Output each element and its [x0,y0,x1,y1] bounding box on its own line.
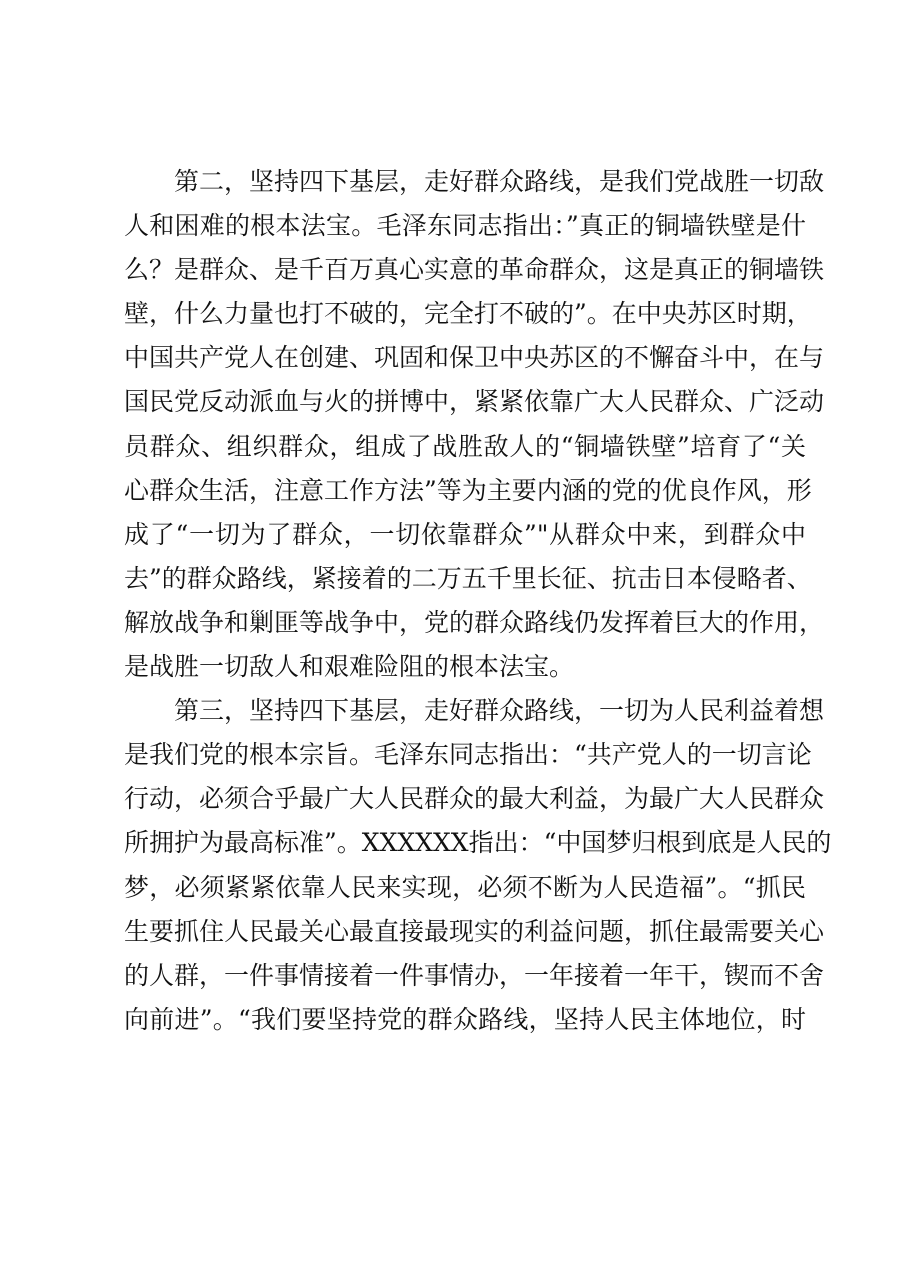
paragraph [124,160,825,689]
paragraph-line: 中国共产党人在创建、巩固和保卫中央苏区的不懈奋斗中，在与 [124,343,825,373]
paragraph-line: 解放战争和剿匪等战争中，党的群众路线仍发挥着巨大的作用， [124,607,825,637]
paragraph-line: 第三，坚持四下基层，走好群众路线，一切为人民利益着想 [174,696,825,726]
paragraph-line: 成了“一切为了群众，一切依靠群众”"从群众中来，到群众中 [124,519,806,549]
paragraph-line: 第二，坚持四下基层，走好群众路线，是我们党战胜一切敌 [174,167,825,196]
paragraph-line: 向前进”。“我们要坚持党的群众路线，坚持人民主体地位，时 [124,1004,806,1034]
paragraph-line: 心群众生活，注意工作方法”等为主要内涵的党的优良作风，形 [124,475,812,505]
paragraph-line: 国民党反动派血与火的拼博中，紧紧依靠广大人民群众、广泛动 [124,387,825,417]
paragraph-line: 行动，必须合乎最广大人民群众的最大利益，为最广大人民群众 [124,784,825,814]
paragraph-line: 梦，必须紧紧依靠人民来实现，必须不断为人民造福”。“抓民 [124,872,806,902]
paragraph-line: 生要抓住人民最关心最直接最现实的利益问题，抓住最需要关心 [124,916,825,946]
paragraph-line: 么？是群众、是千百万真心实意的革命群众，这是真正的铜墙铁 [124,255,825,285]
document-body [124,160,832,1042]
paragraph-line: 去”的群众路线，紧接着的二万五千里长征、抗击日本侵略者、 [124,563,812,593]
paragraph-line: 人和困难的根本法宝。毛泽东同志指出：”真正的铜墙铁壁是什 [124,211,806,241]
paragraph-line: 是我们党的根本宗旨。毛泽东同志指出：“共产党人的一切言论 [124,740,812,770]
paragraph-line: 所拥护为最高标准”。XXXXXX指出：“中国梦归根到底是人民的 [124,828,832,858]
paragraph-line: 的人群，一件事情接着一件事情办，一年接着一年干，锲而不舍 [124,960,825,990]
paragraph [124,689,832,1042]
paragraph-line: 员群众、组织群众，组成了战胜敌人的“铜墙铁壁”培育了“关 [124,431,806,461]
paragraph-line: 壁，什么力量也打不破的，完全打不破的”。在中央苏区时期， [124,299,812,329]
paragraph-line: 是战胜一切敌人和艰难险阻的根本法宝。 [124,652,575,682]
